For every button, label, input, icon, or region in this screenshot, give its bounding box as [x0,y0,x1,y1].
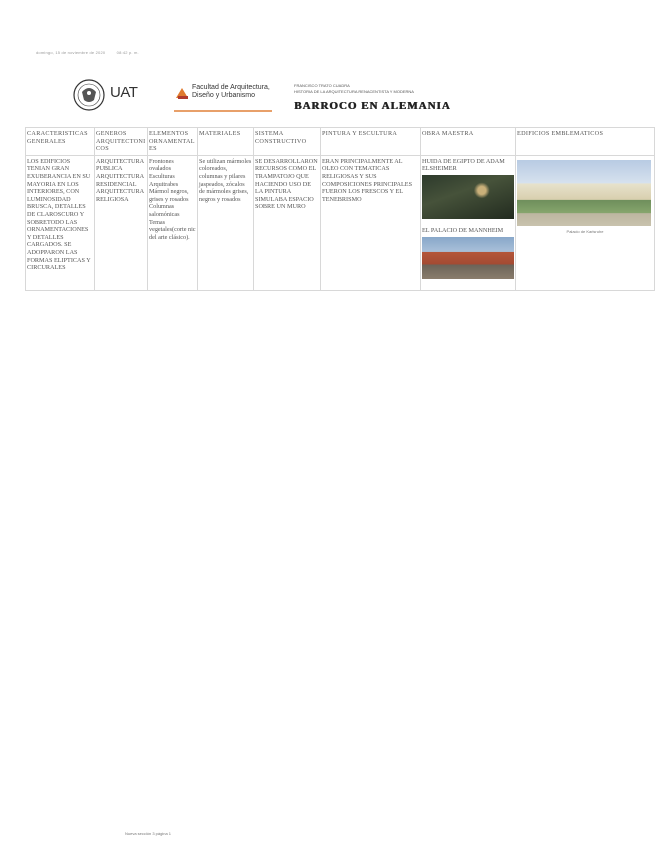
faculty-logo-bar [174,110,272,112]
faculty-logo [174,84,274,114]
header-sistema: SISTEMA CONSTRUCTIVO [254,128,321,156]
header-pintura: PINTURA Y ESCULTURA [321,128,421,156]
time-text: 08:42 p. m. [116,50,139,55]
obra-title-1: HUIDA DE EGIPTO DE ADAM ELSHEIMER [422,157,505,173]
palace-karlsruhe-image [517,160,651,226]
cell-generos: ARQUITECTURA PUBLICA ARQUITECTURA RESIDENCIAL ARQUITECTURA RELIGIOSA [95,155,148,290]
cell-materiales: Se utilizan mármoles coloreados, columnas y pilares jaspeados, zócalos de mármoles grises, negros y rosados [198,155,254,290]
student-info [294,83,414,95]
faculty-mark-icon [174,84,192,100]
uat-emblem-icon [72,78,106,112]
edificio-caption: Palacio de Karlsruhe [566,228,604,234]
header-obra: OBRA MAESTRA [421,128,516,156]
faculty-logo-text: Facultad de Arquitectura, Diseño y Urbanismo [192,84,270,99]
cell-caracteristicas: LOS EDIFICIOS TENIAN GRAN EXUBERANCIA EN SU MAYORIA EN LOS INTERIORES, CON LUMINOSIDAD BRUSCA, DETALLES DE CLAROSCURO Y SOBRETODO LAS ORNAMENTACIONES Y DETALLES CARGADOS. SE ADOPPARON LAS FORMAS ELIPTICAS Y CIRCURALES [26,155,95,290]
cell-elementos: Frontones ovalados Esculturas Arquitrabes Mármol negros, grises y rosados Columnas salomónicas Temas vegetales(corte nic del arte clásico). [148,155,198,290]
student-name: FRANCISCO TRATO CUADRA [294,83,350,88]
header-elementos: ELEMENTOS ORNAMENTALES [148,128,198,156]
comparison-table [25,127,655,291]
header-meta [36,50,149,55]
date-text: domingo, 15 de noviembre de 2020 [36,50,106,55]
header-caracteristicas: CARACTERISTICAS GENERALES [26,128,95,156]
cell-edificios [516,155,655,290]
cell-pintura: ERAN PRINCIPALMENTE AL OLEO CON TEMATICAS RELIGIOSAS Y SUS COMPOSICIONES PRINCIPALES FUERON LOS FRESCOS Y EL TENEBRISMO [321,155,421,290]
page-footer: Nueva sección 3 página 1 [125,831,172,836]
header-edificios: EDIFICIOS EMBLEMATICOS [516,128,655,156]
uat-logo-text: UAT [110,84,138,101]
table-header-row [26,128,655,156]
header-materiales: MATERIALES [198,128,254,156]
document-title: BARROCO EN ALEMANIA [294,100,451,112]
table-row [26,155,655,290]
header-generos: GENEROS ARQUITECTONICOS [95,128,148,156]
cell-sistema: SE DESARROLLARON RECURSOS COMO EL TRAMPATOJO QUE HACIENDO USO DE LA PINTURA SIMULABA ESPACIO SOBRE UN MURO [254,155,321,290]
cell-obra [421,155,516,290]
painting-image [422,175,514,219]
subject-name: HISTORIA DE LA ARQUITECTURA RENACENTISTA Y MODERNA [294,89,414,94]
obra-title-2: EL PALACIO DE MANNHEIM [422,226,504,234]
palace-mannheim-image [422,237,514,279]
uat-logo [72,78,142,112]
